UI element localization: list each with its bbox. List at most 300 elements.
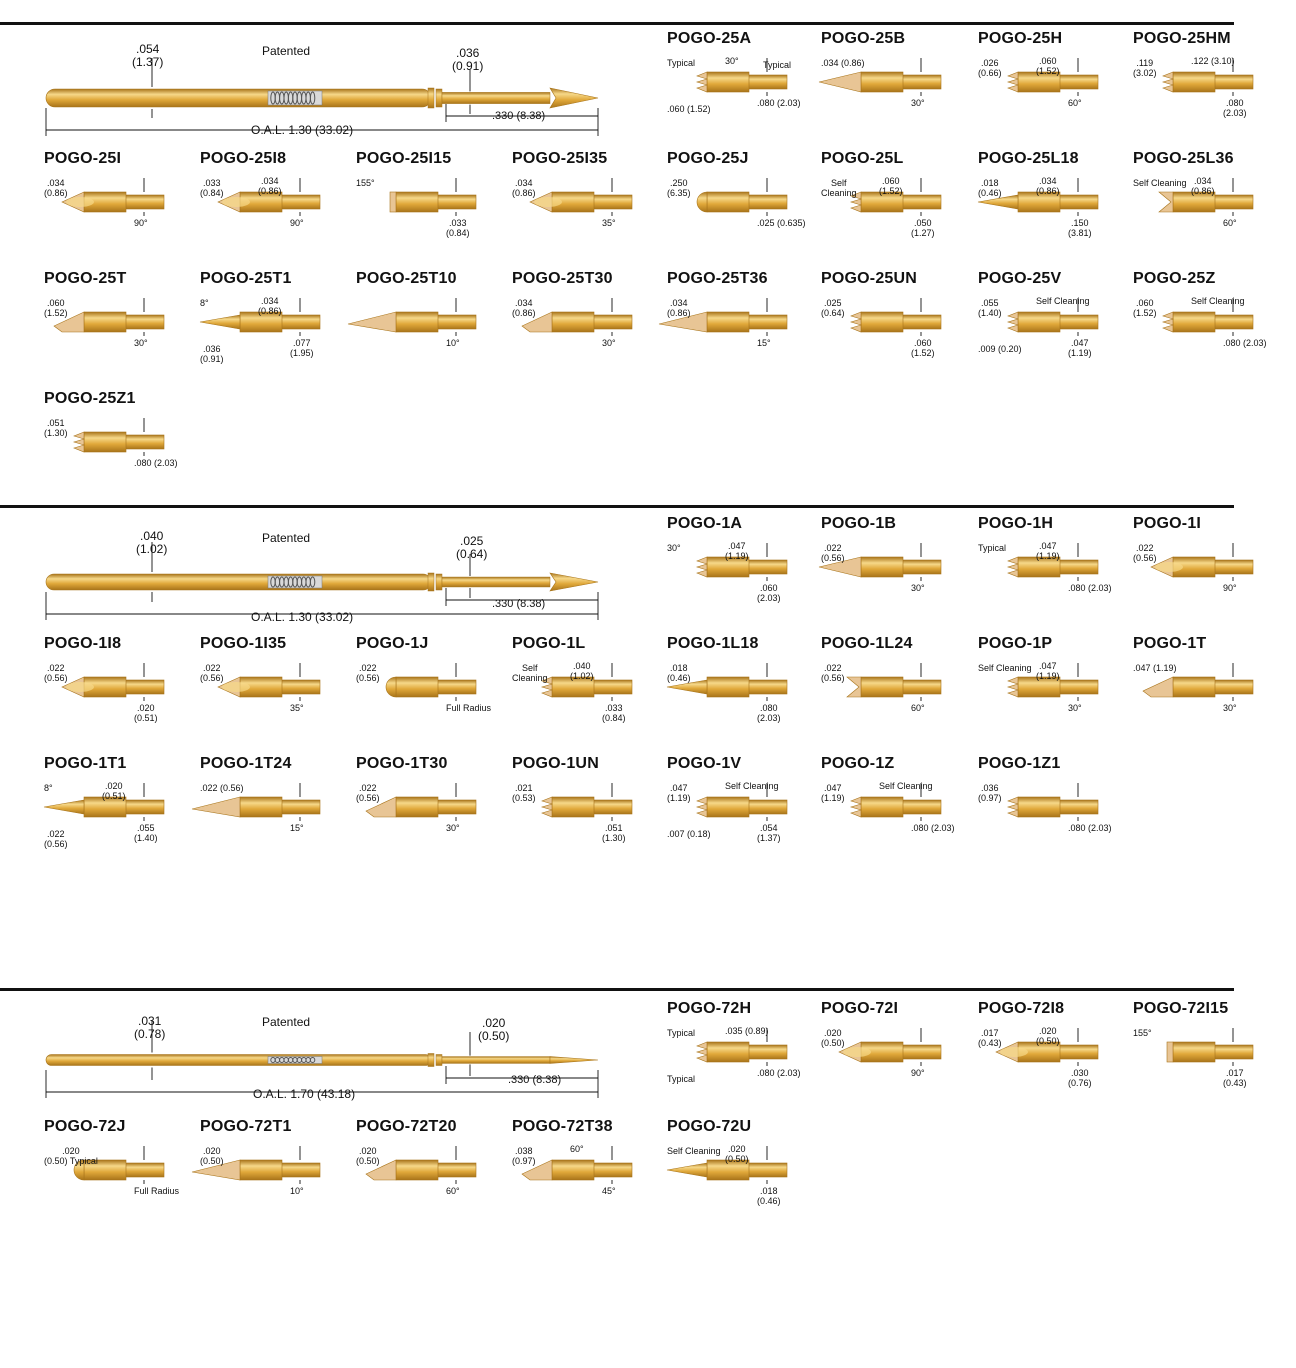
probe-cell <box>512 635 662 745</box>
probe-cell <box>667 1118 817 1228</box>
probe-tip-drawing <box>44 635 194 745</box>
probe-name: POGO-1A <box>667 515 743 532</box>
dimension-label: .047 (1.19) <box>821 783 845 803</box>
dimension-label: .022 (0.56) <box>44 829 68 849</box>
tip-drawing <box>74 432 164 452</box>
probe-tip-drawing <box>667 755 817 865</box>
tip-drawing <box>1008 312 1098 332</box>
dimension-label: .020 (0.51) <box>102 781 126 801</box>
probe-tip-drawing <box>200 635 350 745</box>
probe-tip-drawing <box>1133 635 1283 745</box>
probe-tip-drawing <box>512 755 662 865</box>
dimension-label: .034 (0.86) <box>512 178 536 198</box>
probe-cell <box>821 270 971 380</box>
probe-cell <box>1133 1000 1283 1110</box>
dimension-label: .077 (1.95) <box>290 338 314 358</box>
probe-name: POGO-1Z1 <box>978 755 1061 772</box>
probe-cell <box>356 270 506 380</box>
probe-cell <box>356 150 506 260</box>
dimension-label: 30° <box>1223 703 1237 713</box>
probe-name: POGO-25L <box>821 150 904 167</box>
dimension-label: .080 (2.03) <box>1068 823 1112 833</box>
dimension-label: 15° <box>290 823 304 833</box>
probe-name: POGO-25I35 <box>512 150 608 167</box>
dimension-label: .022 (0.56) <box>1133 543 1157 563</box>
tip-diameter-label: .020 (0.50) <box>478 1016 510 1043</box>
dimension-label: .119 (3.02) <box>1133 58 1157 78</box>
probe-tip-drawing <box>44 1118 194 1228</box>
tip-drawing <box>1163 72 1253 92</box>
probe-tip-drawing <box>667 635 817 745</box>
dimension-label: .040 (1.02) <box>570 661 594 681</box>
probe-name: POGO-1H <box>978 515 1054 532</box>
dimension-label: 60° <box>1223 218 1237 228</box>
probe-name: POGO-72I8 <box>978 1000 1065 1017</box>
tip-drawing <box>1143 677 1253 697</box>
dimension-label: .034 (0.86) <box>1036 176 1060 196</box>
dimension-label: Full Radius <box>134 1186 180 1196</box>
probe-cell <box>512 755 662 865</box>
probe-cell <box>667 30 817 140</box>
dimension-label: 10° <box>446 338 460 348</box>
probe-name: POGO-25V <box>978 270 1062 287</box>
dimension-label: Self Cleaning <box>1036 296 1090 306</box>
probe-tip-drawing <box>200 755 350 865</box>
probe-name: POGO-1T <box>1133 635 1207 652</box>
barrel-diameter-label: .031 (0.78) <box>134 1014 166 1041</box>
probe-tip-drawing <box>512 150 662 260</box>
dimension-label: Self Cleaning <box>879 781 933 791</box>
probe-tip-drawing <box>667 515 817 625</box>
dimension-label: .036 (0.91) <box>200 344 224 364</box>
probe-tip-drawing <box>821 515 971 625</box>
dimension-label: .018 (0.46) <box>978 178 1002 198</box>
probe-tip-drawing <box>356 635 506 745</box>
probe-cell <box>512 150 662 260</box>
dimension-label: .035 (0.89) <box>725 1026 769 1036</box>
probe-tip-drawing <box>44 270 194 380</box>
probe-tip-drawing <box>44 150 194 260</box>
dimension-label: .047 (1.19) <box>725 541 749 561</box>
dimension-label: .018 (0.46) <box>757 1186 781 1206</box>
dimension-label: .055 (1.40) <box>978 298 1002 318</box>
tip-drawing <box>851 312 941 332</box>
dimension-label: 30° <box>134 338 148 348</box>
dimension-label: .060 (1.52) <box>911 338 935 358</box>
dimension-label: .047 (1.19) <box>1036 541 1060 561</box>
dimension-label: 30° <box>911 98 925 108</box>
probe-name: POGO-72I15 <box>1133 1000 1229 1017</box>
probe-name: POGO-1T24 <box>200 755 292 772</box>
dimension-label: 30° <box>911 583 925 593</box>
tip-drawing <box>366 797 476 817</box>
probe-name: POGO-25T <box>44 270 127 287</box>
probe-cell <box>44 150 194 260</box>
dimension-label: .080 (2.03) <box>1068 583 1112 593</box>
tip-diameter-label: .025 (0.64) <box>456 534 488 561</box>
dimension-label: .150 (3.81) <box>1068 218 1092 238</box>
dimension-label: .033 (0.84) <box>446 218 470 238</box>
dimension-label: .034 (0.86) <box>821 58 865 68</box>
dimension-label: 35° <box>290 703 304 713</box>
dimension-label: .054 (1.37) <box>757 823 781 843</box>
dimension-label: .080 (2.03) <box>757 98 801 108</box>
probe-tip-drawing <box>821 150 971 260</box>
probe-cell <box>821 150 971 260</box>
probe-cell <box>200 755 350 865</box>
dimension-label: .034 (0.86) <box>44 178 68 198</box>
probe-name: POGO-72T38 <box>512 1118 613 1135</box>
probe-tip-drawing <box>1133 270 1283 380</box>
probe-name: POGO-72U <box>667 1118 752 1135</box>
tip-drawing <box>522 312 632 332</box>
probe-cell <box>978 1000 1128 1110</box>
dimension-label: 60° <box>446 1186 460 1196</box>
tip-length-label: .330 (8.38) <box>492 110 546 122</box>
probe-name: POGO-1B <box>821 515 897 532</box>
dimension-label: .022 (0.56) <box>821 543 845 563</box>
tip-drawing <box>697 797 787 817</box>
probe-tip-drawing <box>978 1000 1128 1110</box>
probe-name: POGO-25T36 <box>667 270 768 287</box>
probe-tip-drawing <box>512 1118 662 1228</box>
probe-tip-drawing <box>356 270 506 380</box>
probe-name: POGO-25Z <box>1133 270 1216 287</box>
dimension-label: Self Cleaning <box>667 1146 721 1156</box>
dimension-label: .020 (0.50) <box>200 1146 224 1166</box>
probe-name: POGO-1UN <box>512 755 599 772</box>
dimension-label: .018 (0.46) <box>667 663 691 683</box>
tip-drawing <box>1167 1042 1253 1062</box>
dimension-label: .026 (0.66) <box>978 58 1002 78</box>
probe-cell <box>356 635 506 745</box>
dimension-label: .034 (0.86) <box>258 296 282 316</box>
barrel-diameter-label: .054 (1.37) <box>132 42 164 69</box>
probe-name: POGO-25I <box>44 150 122 167</box>
dimension-label: Typical <box>667 1074 696 1084</box>
probe-tip-drawing <box>978 150 1128 260</box>
probe-tip-drawing <box>356 1118 506 1228</box>
tip-drawing <box>1008 797 1098 817</box>
probe-cell <box>667 635 817 745</box>
dimension-label: .020 (0.51) <box>134 703 158 723</box>
probe-tip-drawing <box>978 270 1128 380</box>
probe-name: POGO-1J <box>356 635 429 652</box>
tip-drawing <box>697 72 787 92</box>
probe-name: POGO-1P <box>978 635 1053 652</box>
dimension-label: .025 (0.635) <box>757 218 806 228</box>
dimension-label: .020 (0.50) <box>725 1144 749 1164</box>
probe-name: POGO-1L <box>512 635 586 652</box>
dimension-label: .022 (0.56) <box>821 663 845 683</box>
dimension-label: .051 (1.30) <box>44 418 68 438</box>
probe-name: POGO-25A <box>667 30 752 47</box>
probe-cell <box>667 150 817 260</box>
dimension-label: 10° <box>290 1186 304 1196</box>
dimension-label: .022 (0.56) <box>356 663 380 683</box>
probe-cell <box>667 270 817 380</box>
probe-tip-drawing <box>512 270 662 380</box>
dimension-label: 60° <box>911 703 925 713</box>
dimension-label: 90° <box>911 1068 925 1078</box>
probe-tip-drawing <box>667 1118 817 1228</box>
dimension-label: .060 (1.52) <box>879 176 903 196</box>
probe-tip-drawing <box>978 515 1128 625</box>
probe-cell <box>978 270 1128 380</box>
probe-tip-drawing <box>512 635 662 745</box>
probe-cell <box>1133 515 1283 625</box>
probe-name: POGO-25Z1 <box>44 390 136 407</box>
dimension-label: .250 (6.35) <box>667 178 691 198</box>
dimension-label: .007 (0.18) <box>667 829 711 839</box>
probe-name: POGO-1I <box>1133 515 1202 532</box>
probe-cell <box>44 270 194 380</box>
probe-name: POGO-25UN <box>821 270 918 287</box>
tip-drawing <box>1163 312 1253 332</box>
dimension-label: .050 (1.27) <box>911 218 935 238</box>
probe-cell <box>978 515 1128 625</box>
dimension-label: .022 (0.56) <box>356 783 380 803</box>
dimension-label: .034 (0.86) <box>1191 176 1215 196</box>
dimension-label: Self Cleaning <box>1191 296 1245 306</box>
probe-tip-drawing <box>821 1000 971 1110</box>
dimension-label: 60° <box>1068 98 1082 108</box>
tip-drawing <box>522 1160 632 1180</box>
probe-cell <box>1133 635 1283 745</box>
probe-tip-drawing <box>667 30 817 140</box>
dimension-label: .060 (1.52) <box>1133 298 1157 318</box>
probe-name: POGO-25L36 <box>1133 150 1234 167</box>
probe-cell <box>44 390 194 500</box>
probe-tip-drawing <box>978 30 1128 140</box>
probe-name: POGO-25J <box>667 150 749 167</box>
tip-drawing <box>192 797 320 817</box>
tip-drawing <box>697 192 787 212</box>
dimension-label: .020 (0.50) <box>1036 1026 1060 1046</box>
probe-tip-drawing <box>821 270 971 380</box>
dimension-label: 30° <box>667 543 681 553</box>
dimension-label: .036 (0.97) <box>978 783 1002 803</box>
dimension-label: .080 (2.03) <box>1223 98 1247 118</box>
tip-drawing <box>54 312 164 332</box>
dimension-label: .060 (2.03) <box>757 583 781 603</box>
tip-drawing <box>542 797 632 817</box>
dimension-label: .020 (0.50) <box>356 1146 380 1166</box>
dimension-label: Self Cleaning <box>725 781 779 791</box>
probe-name: POGO-72H <box>667 1000 752 1017</box>
probe-name: POGO-1Z <box>821 755 895 772</box>
tip-length-label: .330 (8.38) <box>508 1074 562 1086</box>
probe-cell <box>1133 150 1283 260</box>
dimension-label: .022 (0.56) <box>44 663 68 683</box>
dimension-label: Typical <box>667 1028 696 1038</box>
dimension-label: .022 (0.56) <box>200 663 224 683</box>
dimension-label: .009 (0.20) <box>978 344 1022 354</box>
probe-name: POGO-25I8 <box>200 150 287 167</box>
probe-name: POGO-25T30 <box>512 270 613 287</box>
probe-tip-drawing <box>1133 515 1283 625</box>
probe-tip-drawing <box>356 755 506 865</box>
probe-cell <box>200 635 350 745</box>
dimension-label: 30° <box>725 56 739 66</box>
dimension-label: 90° <box>134 218 148 228</box>
probe-name: POGO-25T1 <box>200 270 292 287</box>
probe-cell <box>200 270 350 380</box>
dimension-label: .020 (0.50) Typical <box>44 1146 98 1166</box>
dimension-label: Typical <box>763 60 792 70</box>
dimension-label: 60° <box>570 1144 584 1154</box>
dimension-label: .080 (2.03) <box>1223 338 1267 348</box>
dimension-label: 30° <box>1068 703 1082 713</box>
probe-cell <box>44 1118 194 1228</box>
dimension-label: 155° <box>1133 1028 1152 1038</box>
probe-tip-drawing <box>821 635 971 745</box>
dimension-label: .080 (2.03) <box>757 703 781 723</box>
dimension-label: .060 (1.52) <box>44 298 68 318</box>
dimension-label: Self Cleaning <box>978 663 1032 673</box>
oal-label: O.A.L. 1.30 (33.02) <box>248 610 356 624</box>
dimension-label: .021 (0.53) <box>512 783 536 803</box>
dimension-label: .055 (1.40) <box>134 823 158 843</box>
probe-cell <box>821 1000 971 1110</box>
dimension-label: 30° <box>446 823 460 833</box>
dimension-label: Self Cleaning <box>512 663 548 683</box>
probe-cell <box>1133 270 1283 380</box>
dimension-label: .033 (0.84) <box>602 703 626 723</box>
probe-tip-drawing <box>1133 30 1283 140</box>
probe-cell <box>978 635 1128 745</box>
probe-cell <box>667 1000 817 1110</box>
probe-name: POGO-72I <box>821 1000 899 1017</box>
dimension-label: .060 (1.52) <box>1036 56 1060 76</box>
probe-tip-drawing <box>356 150 506 260</box>
dimension-label: .080 (2.03) <box>757 1068 801 1078</box>
dimension-label: .080 (2.03) <box>911 823 955 833</box>
probe-name: POGO-25I15 <box>356 150 452 167</box>
oal-label: O.A.L. 1.30 (33.02) <box>248 123 356 137</box>
probe-name: POGO-1T30 <box>356 755 448 772</box>
probe-cell <box>44 635 194 745</box>
tip-length-label: .330 (8.38) <box>492 598 546 610</box>
probe-tip-drawing <box>821 30 971 140</box>
probe-cell <box>1133 30 1283 140</box>
dimension-label: .033 (0.84) <box>200 178 224 198</box>
probe-cell <box>667 755 817 865</box>
tip-diameter-label: .036 (0.91) <box>452 46 484 73</box>
probe-cell <box>356 755 506 865</box>
dimension-label: 45° <box>602 1186 616 1196</box>
dimension-label: .020 (0.50) <box>821 1028 845 1048</box>
dimension-label: 8° <box>200 298 209 308</box>
dimension-label: .122 (3.10) <box>1191 56 1235 66</box>
probe-cell <box>44 755 194 865</box>
tip-drawing <box>386 677 476 697</box>
dimension-label: .034 (0.86) <box>258 176 282 196</box>
dimension-label: .030 (0.76) <box>1068 1068 1092 1088</box>
probe-tip-drawing <box>200 150 350 260</box>
dimension-label: 90° <box>1223 583 1237 593</box>
oal-label: O.A.L. 1.70 (43.18) <box>250 1087 358 1101</box>
dimension-label: .025 (0.64) <box>821 298 845 318</box>
probe-tip-drawing <box>1133 1000 1283 1110</box>
probe-name: POGO-1I35 <box>200 635 287 652</box>
probe-tip-drawing <box>44 390 194 500</box>
probe-cell <box>821 755 971 865</box>
probe-name: POGO-72J <box>44 1118 126 1135</box>
barrel-diameter-label: .040 (1.02) <box>136 529 168 556</box>
probe-tip-drawing <box>821 755 971 865</box>
dimension-label: .017 (0.43) <box>1223 1068 1247 1088</box>
tip-drawing <box>530 192 632 212</box>
probe-tip-drawing <box>978 635 1128 745</box>
dimension-label: .060 (1.52) <box>667 104 711 114</box>
dimension-label: .034 (0.86) <box>667 298 691 318</box>
dimension-label: .034 (0.86) <box>512 298 536 318</box>
dimension-label: Typical <box>978 543 1007 553</box>
dimension-label: .047 (1.19) <box>667 783 691 803</box>
probe-cell <box>200 1118 350 1228</box>
probe-cell <box>821 30 971 140</box>
dimension-label: Self Cleaning <box>821 178 857 198</box>
probe-name: POGO-1V <box>667 755 742 772</box>
tip-drawing <box>819 72 941 92</box>
probe-tip-drawing <box>978 755 1128 865</box>
probe-name: POGO-25HM <box>1133 30 1231 47</box>
probe-cell <box>356 1118 506 1228</box>
tip-drawing <box>697 1042 787 1062</box>
tip-drawing <box>390 192 476 212</box>
dimension-label: 15° <box>757 338 771 348</box>
probe-cell <box>978 150 1128 260</box>
probe-cell <box>978 755 1128 865</box>
probe-cell <box>978 30 1128 140</box>
patented-label: Patented <box>262 1015 311 1029</box>
probe-tip-drawing <box>1133 150 1283 260</box>
probe-tip-drawing <box>667 1000 817 1110</box>
dimension-label: Typical <box>667 58 696 68</box>
probe-tip-drawing <box>667 270 817 380</box>
probe-name: POGO-72T1 <box>200 1118 292 1135</box>
probe-tip-drawing <box>200 1118 350 1228</box>
dimension-label: 155° <box>356 178 375 188</box>
dimension-label: 8° <box>44 783 53 793</box>
probe-tip-drawing <box>667 150 817 260</box>
probe-cell <box>667 515 817 625</box>
patented-label: Patented <box>262 44 311 58</box>
tip-drawing <box>1151 557 1253 577</box>
probe-name: POGO-1L18 <box>667 635 759 652</box>
probe-cell <box>512 1118 662 1228</box>
dimension-label: Self Cleaning <box>1133 178 1187 188</box>
probe-cell <box>512 270 662 380</box>
dimension-label: .047 (1.19) <box>1133 663 1177 673</box>
probe-name: POGO-1I8 <box>44 635 122 652</box>
dimension-label: .047 (1.19) <box>1036 661 1060 681</box>
probe-name: POGO-25T10 <box>356 270 457 287</box>
tip-drawing <box>218 677 320 697</box>
probe-name: POGO-1T1 <box>44 755 127 772</box>
dimension-label: .022 (0.56) <box>200 783 244 793</box>
probe-cell <box>821 515 971 625</box>
spring <box>268 1057 322 1064</box>
dimension-label: .017 (0.43) <box>978 1028 1002 1048</box>
dimension-label: 35° <box>602 218 616 228</box>
tip-drawing <box>62 192 164 212</box>
dimension-label: .051 (1.30) <box>602 823 626 843</box>
tip-drawing <box>366 1160 476 1180</box>
dimension-label: 90° <box>290 218 304 228</box>
tip-drawing <box>839 1042 941 1062</box>
